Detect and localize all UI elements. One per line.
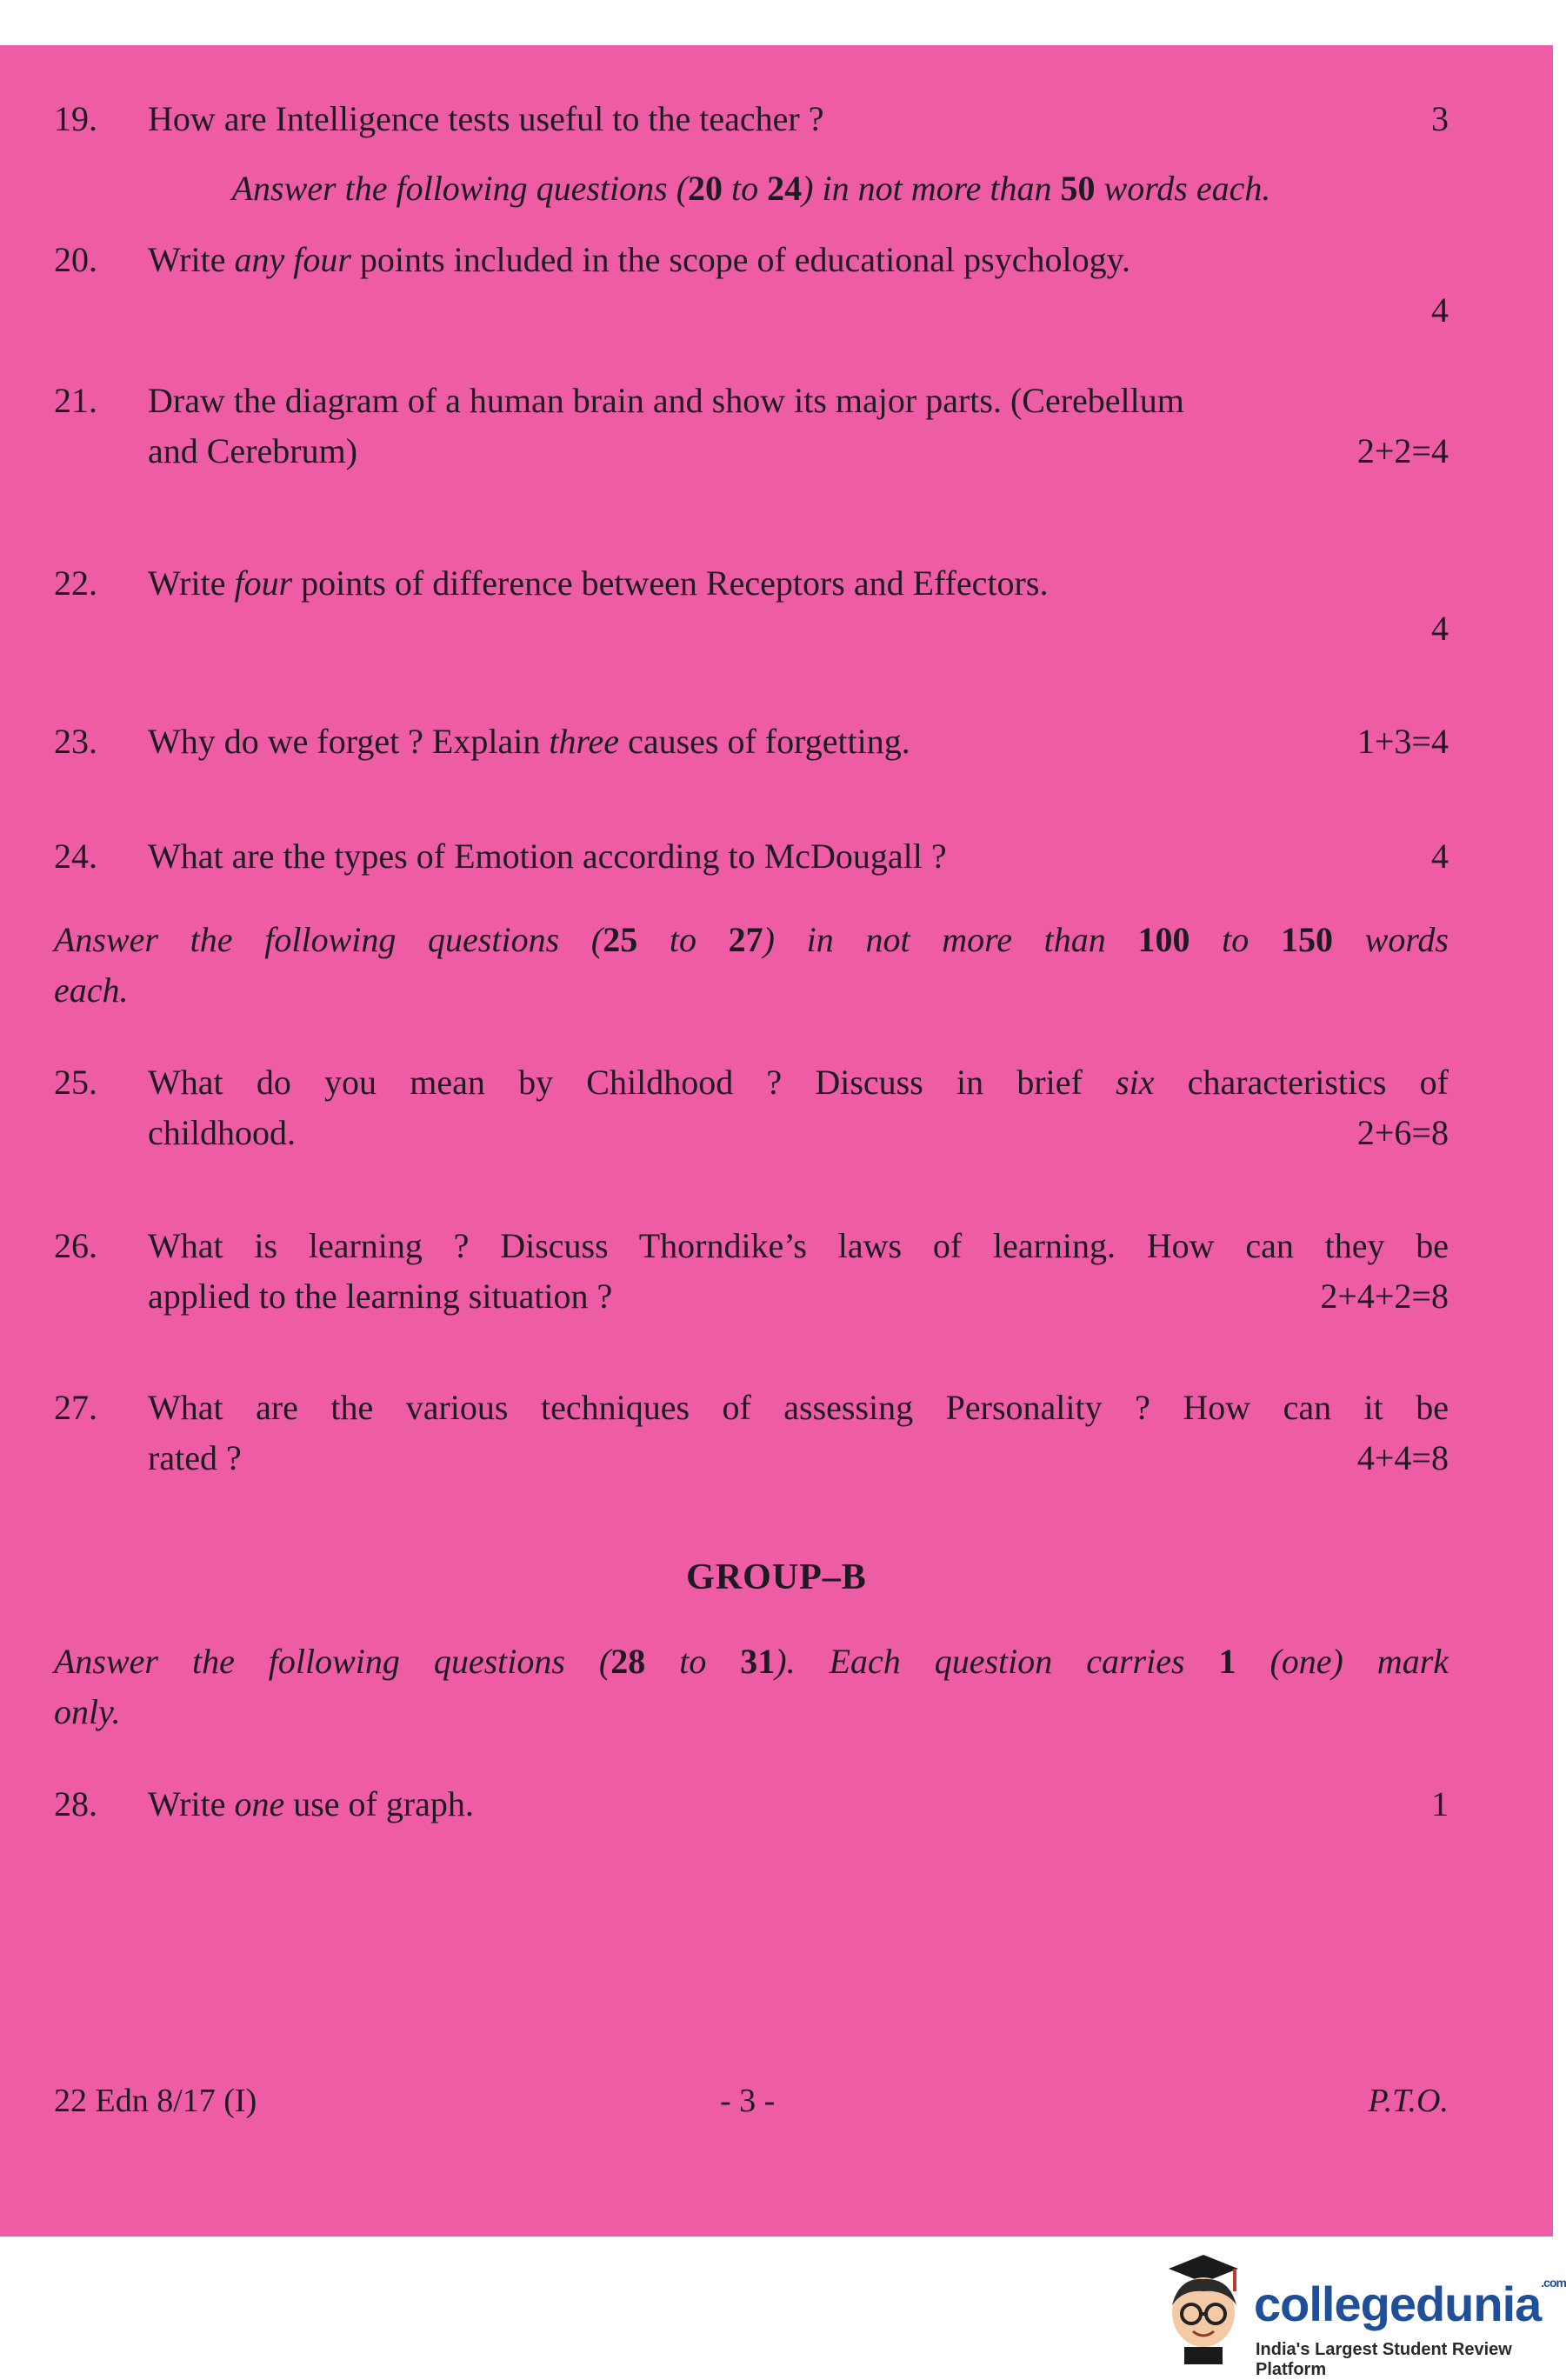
question-marks: 3 bbox=[1431, 99, 1449, 138]
question-marks: 1 bbox=[1431, 1784, 1449, 1823]
question-20 bbox=[54, 235, 1449, 336]
page-number: - 3 - bbox=[720, 2083, 776, 2119]
paper-code: 22 Edn 8/17 (I) bbox=[54, 2083, 257, 2119]
question-marks: 4 bbox=[1431, 837, 1449, 876]
question-number: 27. bbox=[54, 1388, 97, 1427]
student-mascot-icon bbox=[1153, 2244, 1249, 2366]
pto-note: P.T.O. bbox=[1368, 2083, 1449, 2119]
question-21 bbox=[54, 376, 1449, 477]
question-paper-page bbox=[0, 45, 1553, 2237]
question-marks: 1+3=4 bbox=[1356, 722, 1449, 761]
question-marks: 4 bbox=[1431, 609, 1449, 648]
question-text: Draw the diagram of a human brain and show its major parts. (Cerebellum and Cerebrum) bbox=[148, 381, 1184, 470]
question-number: 24. bbox=[54, 837, 97, 876]
question-text: How are Intelligence tests useful to the teacher ? bbox=[148, 99, 824, 138]
question-number: 19. bbox=[54, 99, 97, 138]
question-25 bbox=[54, 1057, 1449, 1158]
question-marks: 4+4=8 bbox=[1356, 1438, 1449, 1477]
question-number: 26. bbox=[54, 1226, 97, 1265]
question-text: What are the various techniques of assessing Personality ? How can it be rated ? bbox=[148, 1388, 1449, 1477]
question-text: Why do we forget ? Explain three causes of forgetting. bbox=[148, 722, 910, 761]
question-number: 20. bbox=[54, 240, 97, 279]
question-number: 22. bbox=[54, 563, 97, 603]
instruction-28-31: Answer the following questions (28 to 31). Each question carries 1 (one) mark only. bbox=[54, 1642, 1449, 1731]
question-text: What are the types of Emotion according to McDougall ? bbox=[148, 837, 947, 876]
collegedunia-logo bbox=[1148, 2239, 1566, 2379]
question-text: What is learning ? Discuss Thorndike’s laws of learning. How can they be applied to the learning situation ? bbox=[148, 1226, 1449, 1316]
question-text: What do you mean by Childhood ? Discuss in brief six characteristics of childhood. bbox=[148, 1063, 1449, 1152]
question-22 bbox=[54, 558, 1449, 659]
question-number: 25. bbox=[54, 1063, 97, 1102]
question-number: 28. bbox=[54, 1784, 97, 1823]
question-26 bbox=[54, 1221, 1449, 1322]
question-text: Write four points of difference between Receptors and Effectors. bbox=[148, 563, 1049, 603]
question-marks: 2+4+2=8 bbox=[1320, 1277, 1449, 1316]
question-number: 23. bbox=[54, 722, 97, 761]
question-27 bbox=[54, 1383, 1449, 1483]
question-marks: 2+2=4 bbox=[1356, 431, 1449, 470]
question-text: Write any four points included in the scope of educational psychology. bbox=[148, 240, 1130, 279]
instruction-20-24: Answer the following questions (20 to 24) in not more than 50 words each. bbox=[231, 169, 1271, 208]
question-number: 21. bbox=[54, 381, 97, 420]
question-marks: 2+6=8 bbox=[1356, 1113, 1449, 1152]
logo-wordmark: collegedunia$^{.com}$ bbox=[1254, 2276, 1566, 2331]
question-text: Write one use of graph. bbox=[148, 1784, 474, 1823]
logo-tagline: India's Largest Student Review Platform bbox=[1256, 2340, 1512, 2379]
question-marks: 4 bbox=[1431, 290, 1449, 330]
group-b-title: GROUP–B bbox=[686, 1557, 867, 1597]
instruction-25-27: Answer the following questions (25 to 27) in not more than 100 to 150 words each. bbox=[54, 920, 1449, 1010]
